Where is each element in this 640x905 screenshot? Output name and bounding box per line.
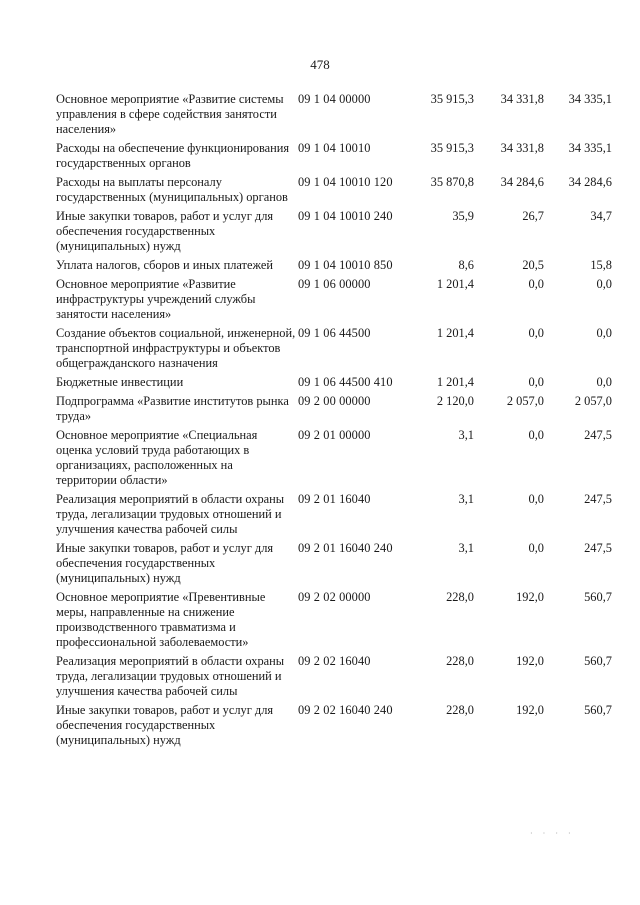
row-value-2: 192,0 <box>516 590 544 604</box>
row-code: 09 2 01 16040 <box>298 492 371 506</box>
table-row <box>56 326 616 371</box>
row-code: 09 2 02 00000 <box>298 590 371 604</box>
row-value-2: 0,0 <box>528 326 544 340</box>
row-value-3: 0,0 <box>596 326 612 340</box>
row-value-1: 1 201,4 <box>436 277 474 291</box>
row-name: Реализация мероприятий в области охраны труда, легализации трудовых отношений и улучшения качества рабочей силы <box>56 654 285 698</box>
row-value-1: 228,0 <box>446 703 474 717</box>
row-code: 09 2 02 16040 <box>298 654 371 668</box>
row-value-1: 1 201,4 <box>436 375 474 389</box>
budget-table <box>56 92 616 752</box>
scan-specks: · · · · <box>530 829 575 838</box>
row-code: 09 1 04 00000 <box>298 92 371 106</box>
table-row <box>56 92 616 137</box>
table-row <box>56 394 616 424</box>
row-value-3: 0,0 <box>596 277 612 291</box>
row-value-3: 560,7 <box>584 590 612 604</box>
table-row <box>56 428 616 488</box>
row-name: Иные закупки товаров, работ и услуг для обеспечения государственных (муниципальных) нужд <box>56 209 274 253</box>
table-row <box>56 277 616 322</box>
row-value-2: 34 331,8 <box>500 92 544 106</box>
table-row <box>56 141 616 171</box>
table-row <box>56 209 616 254</box>
row-name: Основное мероприятие «Развитие инфраструктуры учреждений службы занятости населения» <box>56 277 256 321</box>
row-value-3: 34 284,6 <box>568 175 612 189</box>
row-value-3: 560,7 <box>584 703 612 717</box>
row-name: Реализация мероприятий в области охраны труда, легализации трудовых отношений и улучшения качества рабочей силы <box>56 492 285 536</box>
row-code: 09 1 04 10010 120 <box>298 175 393 189</box>
row-value-3: 34,7 <box>590 209 612 223</box>
row-value-2: 0,0 <box>528 492 544 506</box>
row-code: 09 1 04 10010 <box>298 141 371 155</box>
row-value-1: 35,9 <box>452 209 474 223</box>
row-code: 09 1 04 10010 240 <box>298 209 393 223</box>
row-value-3: 247,5 <box>584 428 612 442</box>
row-value-3: 34 335,1 <box>568 92 612 106</box>
row-value-3: 15,8 <box>590 258 612 272</box>
row-value-3: 247,5 <box>584 541 612 555</box>
row-value-3: 34 335,1 <box>568 141 612 155</box>
row-name: Основное мероприятие «Развитие системы управления в сфере содействия занятости населения» <box>56 92 284 136</box>
row-name: Подпрограмма «Развитие институтов рынка труда» <box>56 394 289 423</box>
row-code: 09 1 04 10010 850 <box>298 258 393 272</box>
row-value-1: 228,0 <box>446 654 474 668</box>
row-value-1: 35 870,8 <box>430 175 474 189</box>
row-code: 09 1 06 44500 <box>298 326 371 340</box>
row-name: Расходы на выплаты персоналу государственных (муниципальных) органов <box>56 175 288 204</box>
row-value-2: 26,7 <box>522 209 544 223</box>
row-value-1: 35 915,3 <box>430 92 474 106</box>
row-code: 09 2 02 16040 240 <box>298 703 393 717</box>
row-value-1: 3,1 <box>458 492 474 506</box>
page-number: 478 <box>310 57 330 72</box>
table-row <box>56 492 616 537</box>
row-value-2: 0,0 <box>528 277 544 291</box>
table-row <box>56 541 616 586</box>
row-value-2: 192,0 <box>516 703 544 717</box>
row-code: 09 2 01 16040 240 <box>298 541 393 555</box>
row-value-2: 0,0 <box>528 375 544 389</box>
row-value-1: 3,1 <box>458 541 474 555</box>
row-code: 09 1 06 00000 <box>298 277 371 291</box>
table-row <box>56 654 616 699</box>
row-value-1: 35 915,3 <box>430 141 474 155</box>
row-value-1: 3,1 <box>458 428 474 442</box>
row-value-2: 34 331,8 <box>500 141 544 155</box>
row-code: 09 2 01 00000 <box>298 428 371 442</box>
row-value-2: 20,5 <box>522 258 544 272</box>
row-name: Иные закупки товаров, работ и услуг для обеспечения государственных (муниципальных) нужд <box>56 703 274 747</box>
row-value-3: 560,7 <box>584 654 612 668</box>
row-code: 09 2 00 00000 <box>298 394 371 408</box>
row-value-3: 0,0 <box>596 375 612 389</box>
row-value-1: 228,0 <box>446 590 474 604</box>
table-row <box>56 590 616 650</box>
row-name: Расходы на обеспечение функционирования государственных органов <box>56 141 290 170</box>
table-row <box>56 175 616 205</box>
table-row <box>56 375 616 390</box>
row-value-2: 2 057,0 <box>506 394 544 408</box>
row-value-3: 2 057,0 <box>574 394 612 408</box>
row-value-2: 192,0 <box>516 654 544 668</box>
row-name: Бюджетные инвестиции <box>56 375 184 389</box>
row-name: Уплата налогов, сборов и иных платежей <box>56 258 274 272</box>
table-row <box>56 258 616 273</box>
row-value-1: 8,6 <box>458 258 474 272</box>
row-value-1: 1 201,4 <box>436 326 474 340</box>
table-row <box>56 703 616 748</box>
row-value-2: 34 284,6 <box>500 175 544 189</box>
row-name: Иные закупки товаров, работ и услуг для обеспечения государственных (муниципальных) нужд <box>56 541 274 585</box>
row-value-1: 2 120,0 <box>436 394 474 408</box>
row-code: 09 1 06 44500 410 <box>298 375 393 389</box>
row-name: Создание объектов социальной, инженерной, транспортной инфраструктуры и объектов общегражданского назначения <box>56 326 296 370</box>
row-value-3: 247,5 <box>584 492 612 506</box>
row-name: Основное мероприятие «Превентивные меры, направленные на снижение производственного травматизма и профессиональной заболеваемости» <box>56 590 266 649</box>
row-name: Основное мероприятие «Специальная оценка условий труда работающих в организациях, расположенных на территории области» <box>56 428 258 487</box>
row-value-2: 0,0 <box>528 541 544 555</box>
row-value-2: 0,0 <box>528 428 544 442</box>
